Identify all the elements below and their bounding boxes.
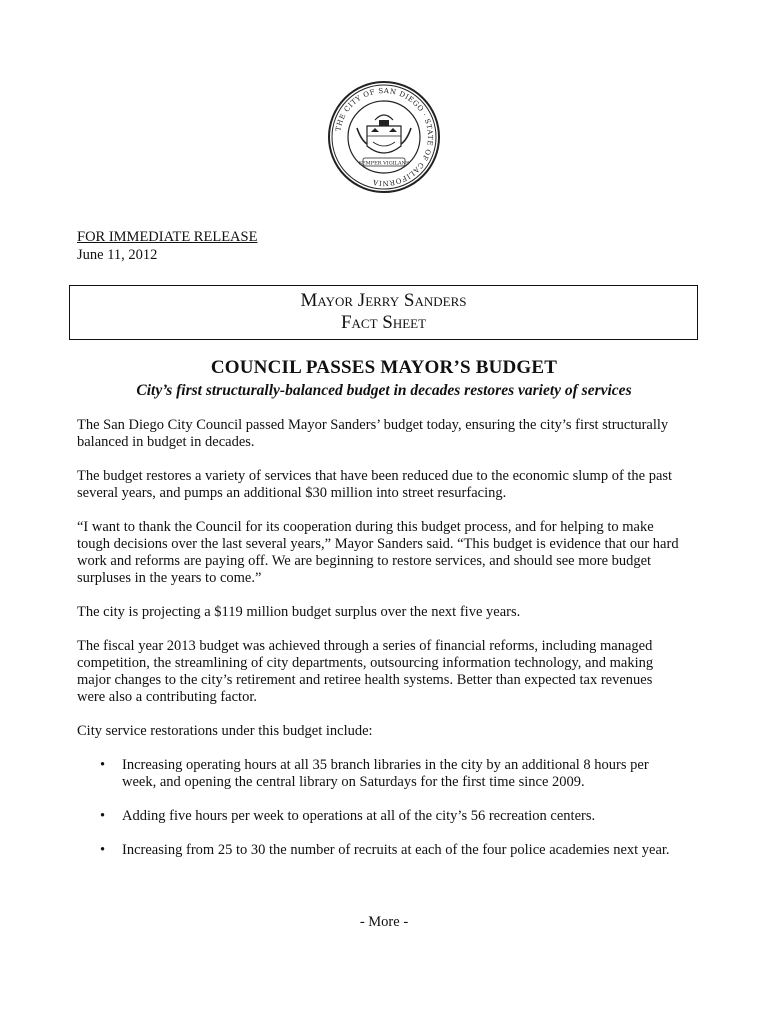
- paragraph: The city is projecting a $119 million budget surplus over the next five years.: [77, 604, 521, 620]
- bullet-icon: •: [100, 808, 106, 824]
- seal-motto: SEMPER VIGILANS: [358, 160, 410, 167]
- fact-sheet-box: [69, 285, 698, 340]
- list-item-text: Increasing operating hours at all 35 branch libraries in the city by an additional 8 hours per week, and opening the central library on Saturdays for the first time since 2009.: [122, 757, 649, 790]
- more-footer: - More -: [359, 914, 409, 930]
- list-item-text: Adding five hours per week to operations at all of the city’s 56 recreation centers.: [122, 808, 596, 824]
- list-item: [77, 842, 683, 859]
- list-item: [77, 757, 683, 791]
- paragraph: “I want to thank the Council for its cooperation during this budget process, and for helping to make tough decisions over the last several years,” Mayor Sanders said. “This budget is evidence that our hard work and reforms are paying off. We are beginning to restore services, and should see more budget surpluses in the years to come.”: [77, 519, 679, 586]
- subheadline: City’s first structurally-balanced budget in decades restores variety of services: [136, 382, 632, 399]
- headline: COUNCIL PASSES MAYOR’S BUDGET: [210, 357, 558, 378]
- release-date: June 11, 2012: [77, 247, 158, 263]
- paragraph: The San Diego City Council passed Mayor Sanders’ budget today, ensuring the city’s first structurally balanced in budget in decades.: [77, 417, 669, 450]
- city-seal: [327, 80, 441, 194]
- paragraph: The fiscal year 2013 budget was achieved through a series of financial reforms, including managed competition, the streamlining of city departments, outsourcing information technology, and making major changes to the city’s retirement and retiree health systems. Better than expected tax revenues were also a contributing factor.: [77, 638, 654, 705]
- seal-ring-text: THE CITY OF SAN DIEGO · STATE OF CALIFORNIA: [334, 86, 435, 188]
- fact-sheet-title: Mayor Jerry Sanders: [300, 290, 467, 311]
- bullet-icon: •: [100, 842, 106, 858]
- paragraph: The budget restores a variety of services that have been reduced due to the economic slump of the past several years, and pumps an additional $30 million into street resurfacing.: [77, 468, 673, 501]
- body-text: [77, 417, 683, 876]
- list-item: [77, 808, 683, 825]
- fact-sheet-subtitle: Fact Sheet: [340, 312, 427, 333]
- release-header: FOR IMMEDIATE RELEASE: [77, 229, 258, 245]
- service-list: [77, 757, 683, 859]
- list-item-text: Increasing from 25 to 30 the number of recruits at each of the four police academies next year.: [122, 842, 670, 858]
- bullet-icon: •: [100, 757, 106, 773]
- paragraph: City service restorations under this budget include:: [77, 723, 373, 739]
- release-info: [77, 228, 257, 264]
